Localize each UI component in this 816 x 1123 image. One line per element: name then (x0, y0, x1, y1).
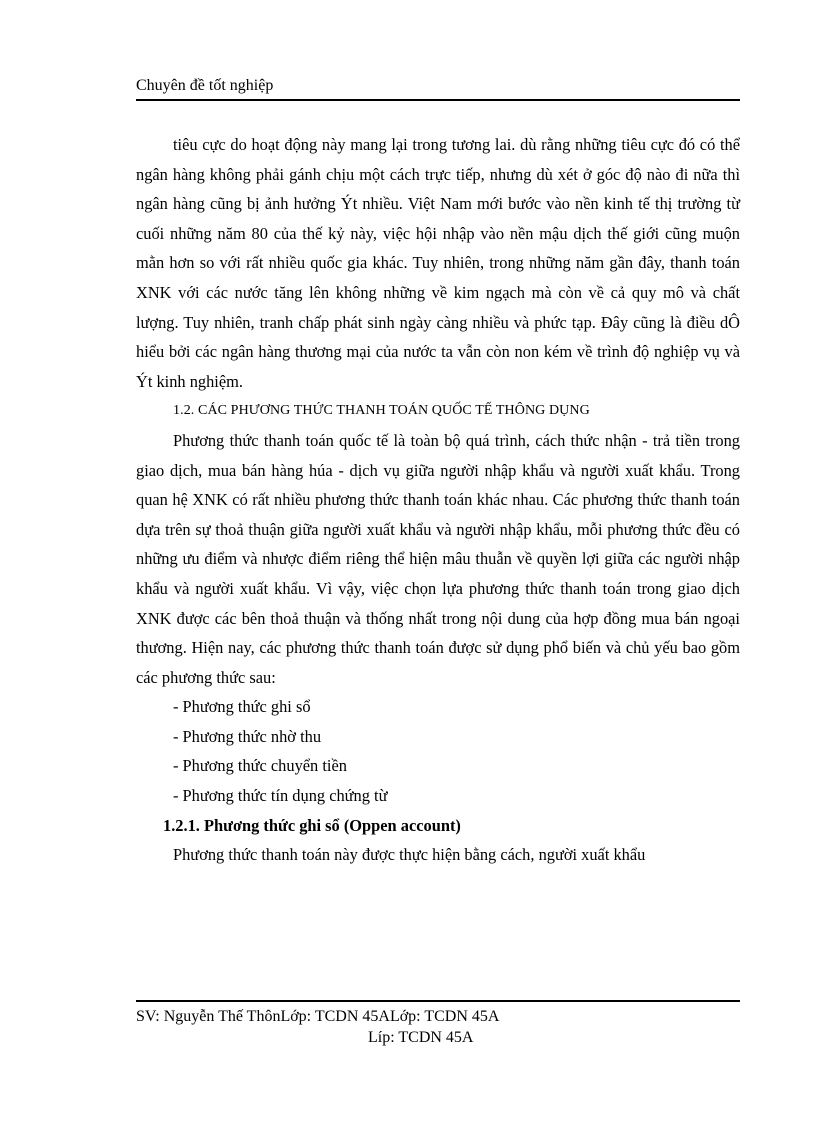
list-item: - Phương thức chuyển tiền (173, 756, 347, 776)
paragraph-intro: tiêu cực do hoạt động này mang lại trong tương lai. dù rằng những tiêu cực đó có thể ngân hàng không phải gánh chịu một cách trực tiếp, nhưng dù xét ở góc độ nào đi nữa thì ngân hàng cũng bị ảnh hưởng Ýt nhiều. Việt Nam mới bước vào nền kinh tế thị trường từ cuối những năm 80 của thế kỷ này, việc hội nhập vào nền mậu dịch thế giới cũng muộn mằn hơn so với rất nhiều quốc gia khác. Tuy nhiên, trong những năm gần đây, thanh toán XNK với các nước tăng lên không những về kim ngạch mà còn về cả quy mô và chất lượng. Tuy nhiên, tranh chấp phát sinh ngày càng nhiều và phức tạp. Đây cũng là điều dÔ hiểu bởi các ngân hàng thương mại của nước ta vẫn còn non kém về trình độ nghiệp vụ và Ýt kinh nghiệm. (136, 135, 740, 391)
paragraph-open-account: Phương thức thanh toán này được thực hiện bằng cách, người xuất khẩu (173, 845, 646, 865)
subsection-heading: 1.2.1. Phương thức ghi sổ (Oppen account) (163, 815, 461, 835)
header-divider (136, 99, 740, 101)
section-heading: 1.2. CÁC PHƯƠNG THỨC THANH TOÁN QUỐC TẾ THÔNG DỤNG (173, 403, 590, 419)
footer-divider (136, 1000, 740, 1002)
list-item: - Phương thức tín dụng chứng từ (173, 786, 388, 806)
document-body (136, 130, 740, 870)
footer-class-line: Líp: TCDN 45A (368, 1029, 474, 1046)
footer-student-line: SV: Nguyễn Thế ThônLớp: TCDN 45ALớp: TCDN 45A (136, 1008, 500, 1025)
paragraph-payment-methods: Phương thức thanh toán quốc tế là toàn bộ quá trình, cách thức nhận - trả tiền trong giao dịch, mua bán hàng húa - dịch vụ giữa người nhập khẩu và người xuất khẩu. Trong quan hệ XNK có rất nhiều phương thức thanh toán khác nhau. Các phương thức thanh toán dựa trên sự thoả thuận giữa người xuất khẩu và người nhập khẩu, mỗi phương thức đều có những ưu điểm và nhược điểm riêng thể hiện mâu thuẫn về quyền lợi giữa các người nhập khẩu và người xuất khẩu. Vì vậy, việc chọn lựa phương thức thanh toán trong giao dịch XNK được các bên thoả thuận và thống nhất trong nội dung của hợp đồng mua bán ngoại thương. Hiện nay, các phương thức thanh toán được sử dụng phổ biến và chủ yếu bao gồm các phương thức sau: (136, 430, 740, 687)
page-footer (136, 1006, 740, 1048)
page-header (136, 76, 740, 96)
list-item: - Phương thức ghi sổ (173, 697, 311, 717)
list-item: - Phương thức nhờ thu (173, 726, 322, 746)
payment-methods-list (136, 692, 740, 810)
header-title: Chuyên đề tốt nghiệp (136, 77, 274, 94)
